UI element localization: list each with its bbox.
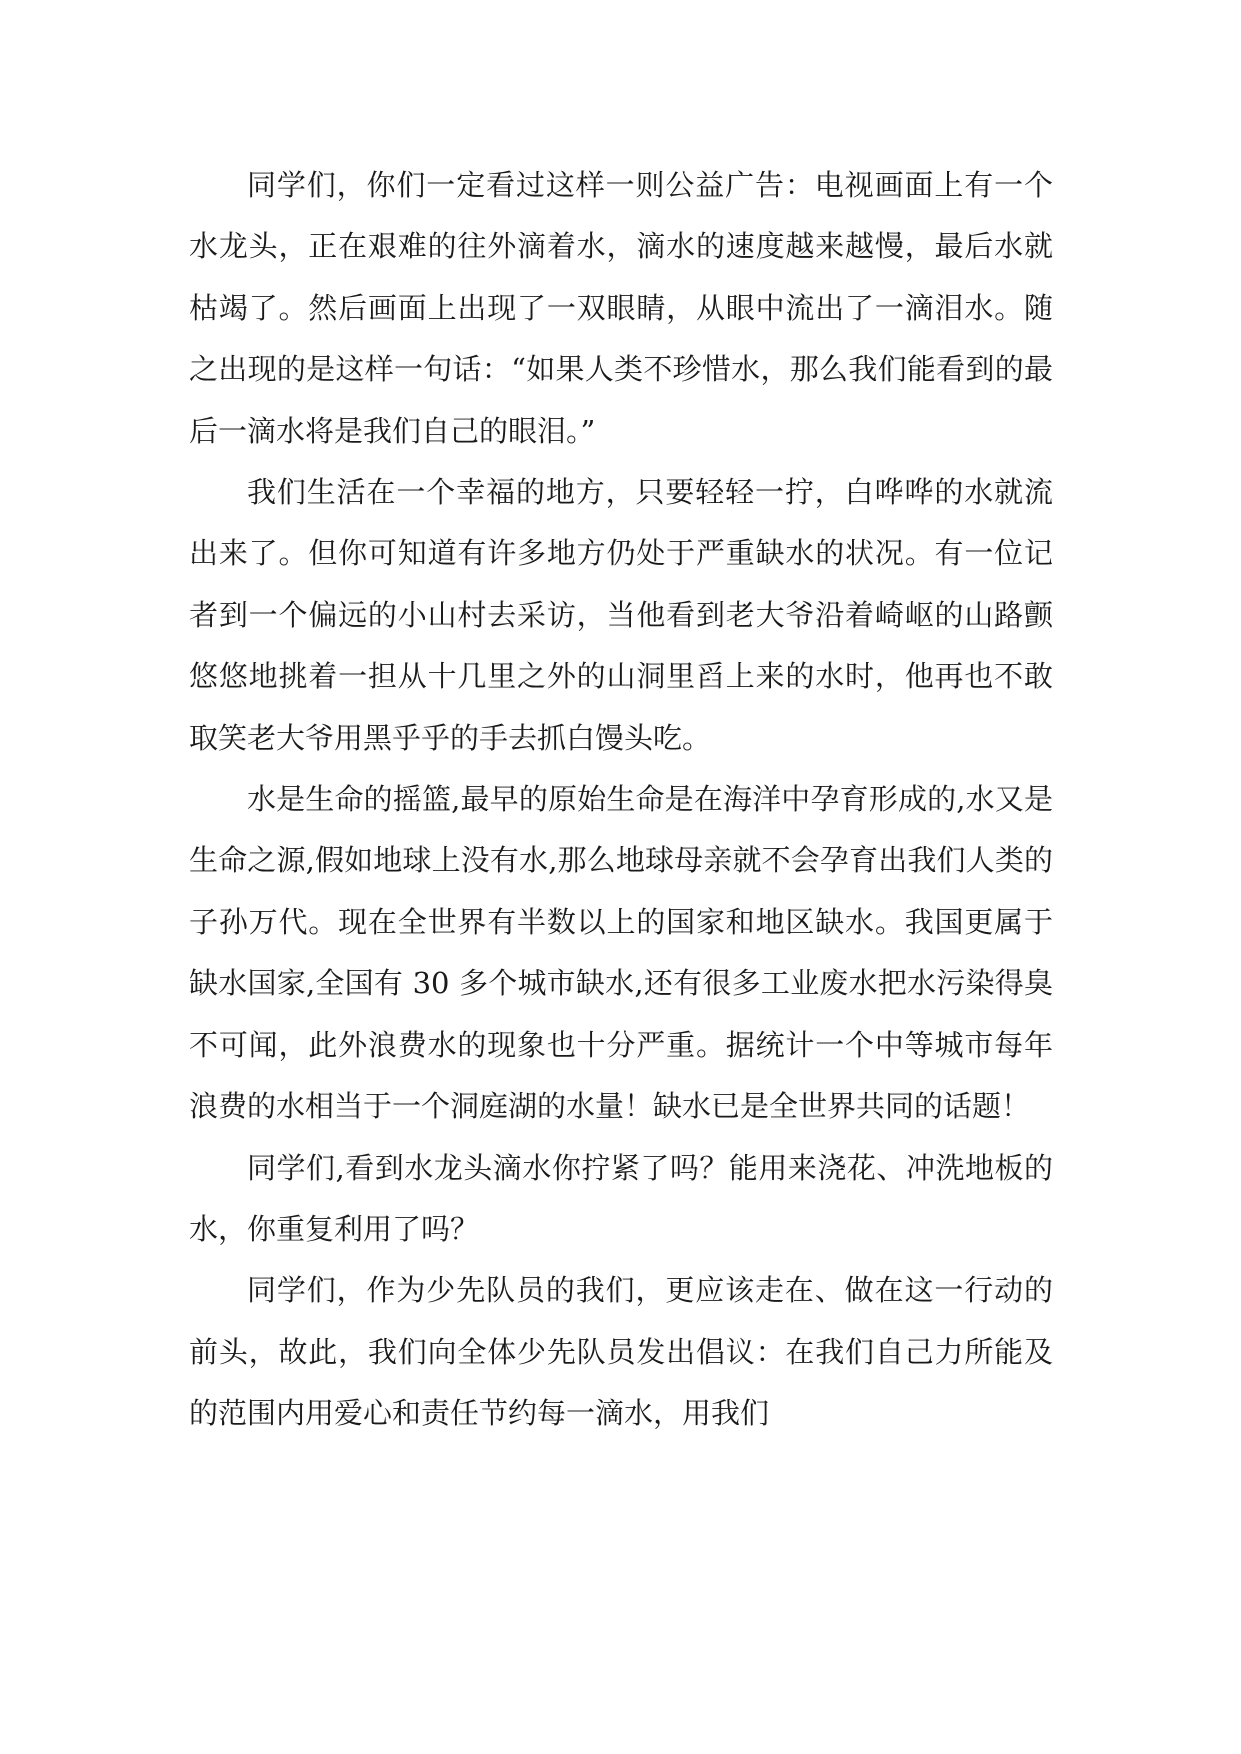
paragraph-3: 水是生命的摇篮,最早的原始生命是在海洋中孕育形成的,水又是生命之源,假如地球上没有水,那么地球母亲就不会孕育出我们人类的子孙万代。现在全世界有半数以上的国家和地区缺水。我国更属于缺水国家,全国有 30 多个城市缺水,还有很多工业废水把水污染得臭不可闻，此外浪费水的现象也十分严重。据统计一个中等城市每年浪费的水相当于一个洞庭湖的水量！缺水已是全世界共同的话题！: [189, 782, 1053, 1124]
paragraph-1: 同学们，你们一定看过这样一则公益广告：电视画面上有一个水龙头，正在艰难的往外滴着水，滴水的速度越来越慢，最后水就枯竭了。然后画面上出现了一双眼睛，从眼中流出了一滴泪水。随之出现的是这样一句话：“如果人类不珍惜水，那么我们能看到的最后一滴水将是我们自己的眼泪。”: [189, 168, 1053, 448]
paragraph-4: 同学们,看到水龙头滴水你拧紧了吗？能用来浇花、冲洗地板的水，你重复利用了吗？: [189, 1150, 1053, 1246]
document-body: [189, 155, 1053, 1445]
paragraph-5: 同学们，作为少先队员的我们，更应该走在、做在这一行动的前头，故此，我们向全体少先队员发出倡议：在我们自己力所能及的范围内用爱心和责任节约每一滴水，用我们: [189, 1273, 1053, 1431]
paragraph-2: 我们生活在一个幸福的地方，只要轻轻一拧，白哗哗的水就流出来了。但你可知道有许多地方仍处于严重缺水的状况。有一位记者到一个偏远的小山村去采访，当他看到老大爷沿着崎岖的山路颤悠悠地挑着一担从十几里之外的山洞里舀上来的水时，他再也不敢取笑老大爷用黑乎乎的手去抓白馒头吃。: [189, 475, 1053, 755]
